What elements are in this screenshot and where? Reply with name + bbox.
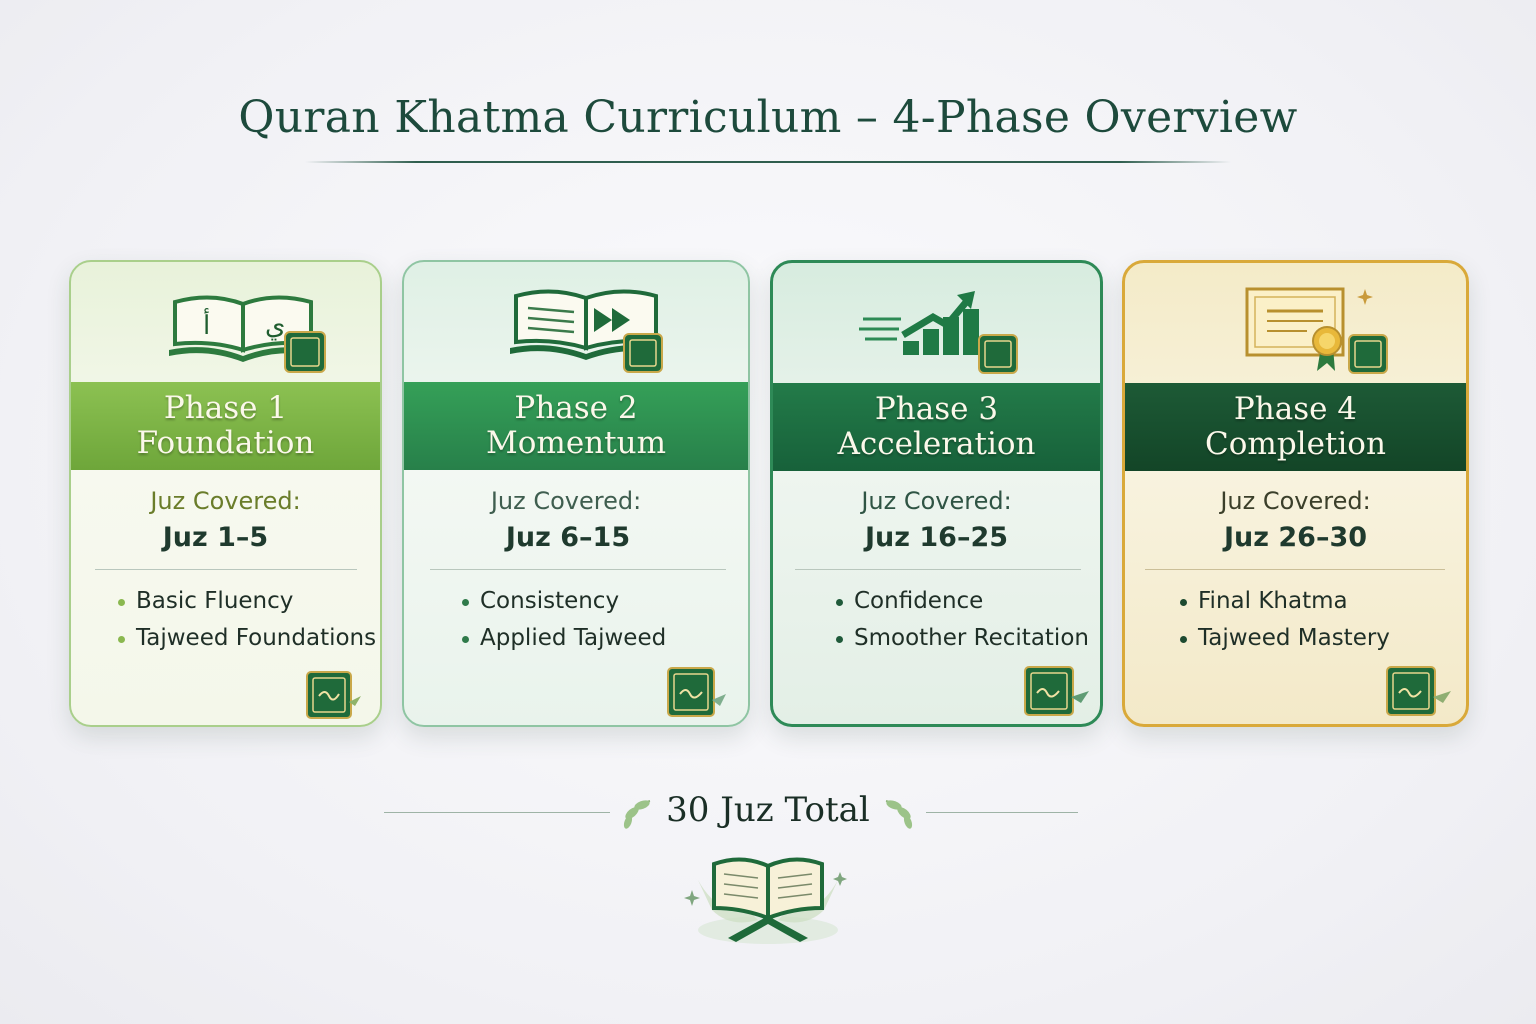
phase-name: Acceleration <box>837 426 1036 462</box>
total-row <box>0 790 1536 834</box>
phase-banner-1 <box>71 382 380 470</box>
rising-bars-arrow-icon <box>773 263 1100 383</box>
bullet-list-2 <box>460 583 666 657</box>
phase-banner-2 <box>404 382 748 470</box>
phase-number: Phase 1 <box>163 390 288 426</box>
mushaf-badge-icon <box>1021 665 1093 725</box>
book-fast-forward-icon <box>404 262 748 382</box>
juz-range-4: Juz 26–30 <box>1223 522 1368 553</box>
phase-number: Phase 4 <box>1233 391 1358 427</box>
bullet-list-3 <box>834 583 1089 657</box>
quran-on-stand-icon <box>678 850 858 950</box>
phase-banner-4 <box>1125 383 1466 471</box>
juz-range-3: Juz 16–25 <box>864 522 1009 553</box>
svg-text:أ: أ <box>203 311 211 341</box>
bullet-item: Confidence <box>834 583 1089 620</box>
card-divider-3 <box>795 569 1081 570</box>
bullet-list-1 <box>116 583 376 657</box>
phase-number: Phase 2 <box>514 390 638 426</box>
mushaf-badge-icon <box>303 670 363 726</box>
svg-text:ي: ي <box>265 311 286 341</box>
page-title: Quran Khatma Curriculum – 4-Phase Overview <box>238 92 1298 143</box>
card-divider-1 <box>95 569 357 570</box>
bullet-item: Applied Tajweed <box>460 620 666 657</box>
phase-name: Momentum <box>486 425 666 461</box>
phase-name: Completion <box>1205 426 1386 462</box>
certificate-award-icon <box>1125 263 1466 383</box>
bullet-item: Tajweed Mastery <box>1178 620 1390 657</box>
juz-range-1: Juz 1–5 <box>162 522 269 553</box>
bullet-item: Basic Fluency <box>116 583 376 620</box>
card-divider-4 <box>1145 569 1445 570</box>
juz-label-1: Juz Covered: <box>150 487 301 515</box>
title-divider <box>305 161 1231 163</box>
juz-label-2: Juz Covered: <box>490 487 642 515</box>
phase-name: Foundation <box>136 425 315 461</box>
open-book-arabic-letters-icon <box>71 262 380 382</box>
juz-range-2: Juz 6–15 <box>505 522 631 553</box>
card-divider-2 <box>430 569 726 570</box>
bullet-item: Consistency <box>460 583 666 620</box>
phase-banner-3 <box>773 383 1100 471</box>
juz-label-3: Juz Covered: <box>861 487 1012 515</box>
bullet-item: Smoother Recitation <box>834 620 1089 657</box>
laurel-right-icon <box>882 795 922 829</box>
bullet-item: Tajweed Foundations <box>116 620 376 657</box>
total-label: 30 Juz Total <box>666 790 870 830</box>
juz-label-4: Juz Covered: <box>1220 487 1371 515</box>
phase-number: Phase 3 <box>874 391 999 427</box>
bullet-item: Final Khatma <box>1178 583 1390 620</box>
mushaf-badge-icon <box>1383 665 1455 725</box>
mushaf-badge-icon <box>664 666 728 726</box>
bullet-list-4 <box>1178 583 1390 657</box>
